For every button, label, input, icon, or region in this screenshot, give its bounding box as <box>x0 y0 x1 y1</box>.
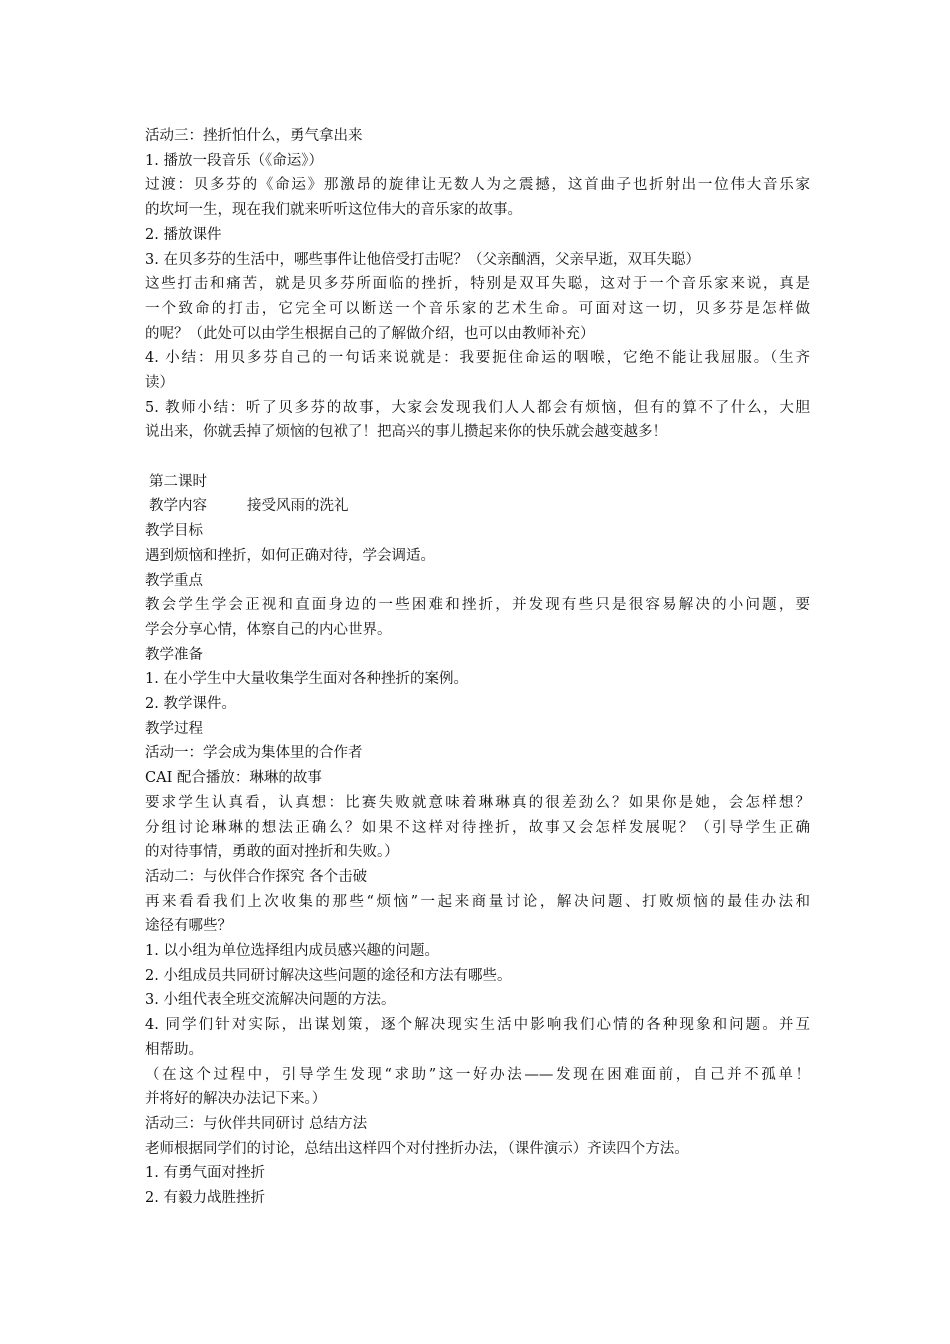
teaching-content-value: 接受风雨的洗礼 <box>247 498 349 515</box>
text-line: 学会分享心情，体察自己的内心世界。 <box>145 621 392 638</box>
text-line: 过渡：贝多芬的《命运》那激昂的旋律让无数人为之震撼，这首曲子也折射出一位伟大音乐家 <box>145 177 810 194</box>
text-line: 遇到烦恼和挫折，如何正确对待，学会调适。 <box>145 547 435 564</box>
text-line: 一个致命的打击，它完全可以断送一个音乐家的艺术生命。可面对这一切，贝多芬是怎样做 <box>145 300 810 317</box>
text-line: 的坎坷一生，现在我们就来听听这位伟大的音乐家的故事。 <box>145 202 522 219</box>
text-line: 5. 教师小结：听了贝多芬的故事，大家会发现我们人人都会有烦恼，但有的算不了什么，大胆 <box>145 399 810 416</box>
text-line: 1. 以小组为单位选择组内成员感兴趣的问题。 <box>145 943 439 960</box>
text-line: 2. 播放课件 <box>145 226 222 243</box>
text-line: 1. 在小学生中大量收集学生面对各种挫折的案例。 <box>145 671 468 688</box>
text-line: 1. 播放一段音乐（《命运》） <box>145 152 323 169</box>
text-line: 1. 有勇气面对挫折 <box>145 1165 265 1182</box>
text-line: 教会学生学会正视和直面身边的一些困难和挫折，并发现有些只是很容易解决的小问题，要 <box>145 597 810 614</box>
teaching-content-line <box>145 494 810 519</box>
text-line: 活动二：与伙伴合作探究 各个击破 <box>145 868 368 885</box>
text-line: 4. 小结：用贝多芬自己的一句话来说就是：我要扼住命运的咽喉，它绝不能让我屈服。（生齐 <box>145 350 810 367</box>
text-line: 活动一：学会成为集体里的合作者 <box>145 745 363 762</box>
text-line: 说出来，你就丢掉了烦恼的包袱了！把高兴的事儿攒起来你的快乐就会越变越多！ <box>145 424 667 441</box>
text-line: 教学目标 <box>145 523 203 540</box>
blank-line <box>145 445 810 470</box>
text-line: 的对待事情，勇敢的面对挫折和失败。） <box>145 844 399 861</box>
text-line: 3. 小组代表全班交流解决问题的方法。 <box>145 992 396 1009</box>
text-line: 并将好的解决办法记下来。） <box>145 1091 327 1108</box>
text-line: 教学过程 <box>145 720 203 737</box>
text-line: 分组讨论琳琳的想法正确么？如果不这样对待挫折，故事又会怎样发展呢？（引导学生正确 <box>145 819 810 836</box>
text-line: 要求学生认真看，认真想：比赛失败就意味着琳琳真的很差劲么？如果你是她，会怎样想？ <box>145 794 810 811</box>
text-line: 4. 同学们针对实际，出谋划策，逐个解决现实生活中影响我们心情的各种现象和问题。并互 <box>145 1017 810 1034</box>
text-line: 活动三：与伙伴共同研讨 总结方法 <box>145 1115 368 1132</box>
teaching-content-label: 教学内容 <box>149 498 207 515</box>
text-line: 2. 教学课件。 <box>145 696 236 713</box>
text-line: 教学准备 <box>145 646 203 663</box>
text-line: 2. 小组成员共同研讨解决这些问题的途径和方法有哪些。 <box>145 967 512 984</box>
text-line: 活动三：挫折怕什么，勇气拿出来 <box>145 128 363 144</box>
section-heading: 第二课时 <box>149 473 207 490</box>
text-line: 相帮助。 <box>145 1041 203 1058</box>
text-line: （在这个过程中，引导学生发现“求助”这一好办法——发现在困难面前，自己并不孤单！ <box>145 1066 810 1083</box>
text-line: 的呢？（此处可以由学生根据自己的了解做介绍，也可以由教师补充） <box>145 325 595 342</box>
text-line: 这些打击和痛苦，就是贝多芬所面临的挫折，特别是双耳失聪，这对于一个音乐家来说，真是 <box>145 276 810 293</box>
text-line: CAI 配合播放：琳琳的故事 <box>145 770 322 787</box>
text-line: 教学重点 <box>145 572 203 589</box>
text-line: 2. 有毅力战胜挫折 <box>145 1190 265 1207</box>
text-line: 读） <box>145 374 174 391</box>
text-line: 老师根据同学们的讨论，总结出这样四个对付挫折办法，（课件演示）齐读四个方法。 <box>145 1140 689 1157</box>
text-line: 再来看看我们上次收集的那些“烦恼”一起来商量讨论，解决问题、打败烦恼的最佳办法和 <box>145 893 810 910</box>
text-line: 3. 在贝多芬的生活中，哪些事件让他倍受打击呢？（父亲酗酒，父亲早逝，双耳失聪） <box>145 251 700 268</box>
document-page <box>145 124 810 1211</box>
text-line: 途径有哪些？ <box>145 918 232 935</box>
